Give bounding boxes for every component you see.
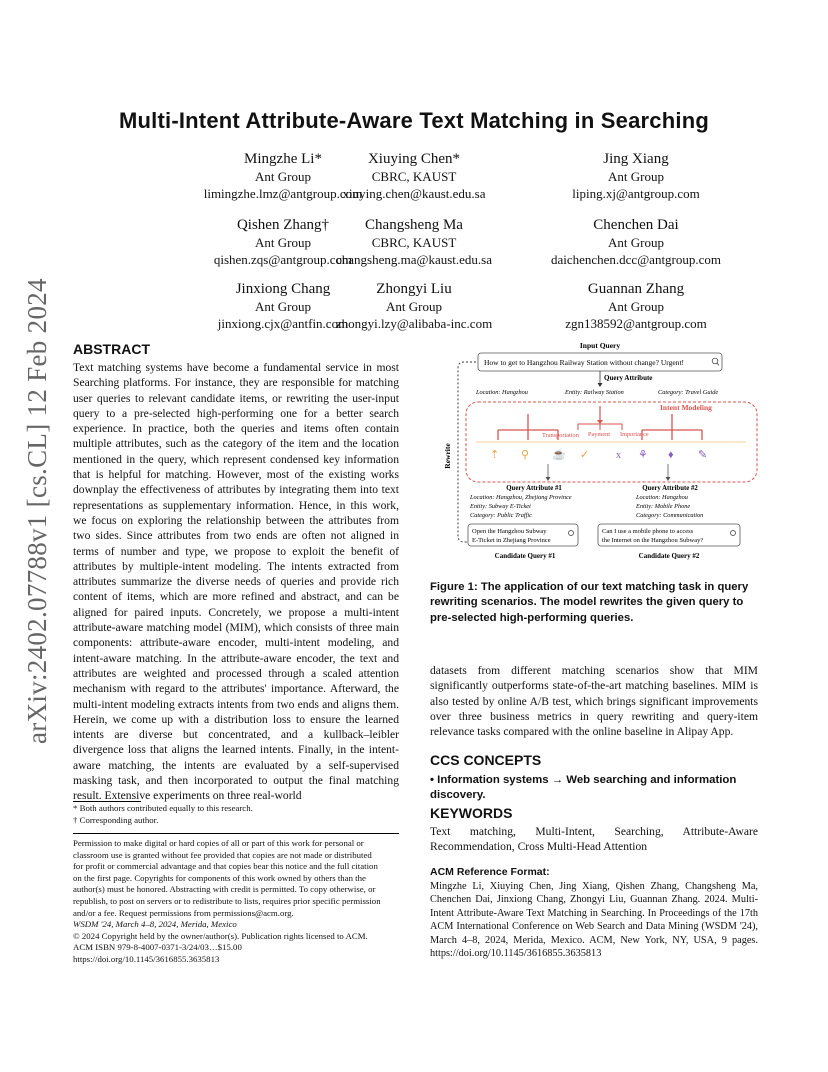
fig-icon-6: ⚘ bbox=[638, 449, 648, 461]
author-affiliation: CBRC, KAUST bbox=[371, 235, 457, 250]
permission-line: and/or a fee. Request permissions from permissions@acm.org. bbox=[73, 907, 294, 918]
fig-intent-transportation: Transportation bbox=[542, 432, 579, 439]
author-affiliation: Ant Group bbox=[255, 169, 311, 184]
author-name: Jing Xiang bbox=[603, 151, 669, 167]
fig-cand2-line-2: the Internet on the Hangzhou Subway? bbox=[602, 537, 704, 544]
abstract-continued: datasets from different matching scenarios show that MIM significantly outperforms state-of-the-art matching baselines. MIM is also tested by online A/B test, which brings significant improvements over three business metrics in query rewriting and query-item relevance tasks compared with the online baseline in Alipay App. bbox=[430, 664, 758, 739]
permission-line: classroom use is granted without fee provided that copies are not made or distributed bbox=[73, 849, 372, 860]
fig-cand2-label: Candidate Query #2 bbox=[638, 552, 700, 560]
reference-text: Mingzhe Li, Xiuying Chen, Jing Xiang, Qishen Zhang, Changsheng Ma, Chenchen Dai, Jinxiong Chang, Zhongyi Liu, Guannan Zhang. 2024. Multi-Intent Attribute-Aware Text Matching in Searching. In Proceedings of the 17th ACM International Conference on Web Search and Data Mining (WSDM '24), March 4–8, 2024, Merida, Mexico. ACM, New York, NY, USA, 9 pages. https://doi.org/10.1145/3616855.3635813 bbox=[430, 881, 758, 960]
fig-icon-3: ☕ bbox=[552, 449, 566, 461]
fig-icon-1: ⇡ bbox=[490, 449, 500, 461]
fig-qa2-line-3: Category: Communication bbox=[636, 512, 704, 519]
author-email: limingzhe.lmz@antgroup.com bbox=[203, 186, 363, 201]
keywords-heading: KEYWORDS bbox=[430, 805, 513, 821]
author-name: Qishen Zhang† bbox=[236, 217, 330, 233]
author-email: xiuying.chen@kaust.edu.sa bbox=[342, 186, 486, 201]
fig-cand1-line-1: Open the Hangzhou Subway bbox=[472, 528, 547, 535]
author-6 bbox=[506, 217, 766, 268]
permission-line: author(s) must be honored. Abstracting with credit is permitted. To copy otherwise, or bbox=[73, 884, 376, 895]
fig-intent-modeling-label: Intent Modeling bbox=[660, 403, 712, 412]
author-affiliation: Ant Group bbox=[255, 299, 311, 314]
fig-qa1-title: Query Attribute #1 bbox=[506, 485, 562, 492]
permission-line: Permission to make digital or hard copies of all or part of this work for personal or bbox=[73, 838, 364, 848]
fig-attr-category: Category: Travel Guide bbox=[658, 389, 719, 396]
permission-line: https://doi.org/10.1145/3616855.3635813 bbox=[73, 953, 220, 964]
footnote-corresponding: † Corresponding author. bbox=[73, 815, 159, 825]
footnote-equal: * Both authors contributed equally to this research. bbox=[73, 803, 253, 813]
fig-qa2-title: Query Attribute #2 bbox=[642, 485, 698, 492]
fig-cand1-line-2: E-Ticket in Zhejiang Province bbox=[472, 537, 551, 544]
fig-attr-location: Location: Hangzhou bbox=[476, 389, 528, 396]
author-email: zgn138592@antgroup.com bbox=[565, 316, 707, 331]
permission-line: © 2024 Copyright held by the owner/author(s). Publication rights licensed to ACM. bbox=[73, 930, 368, 941]
abstract-heading: ABSTRACT bbox=[73, 341, 150, 357]
permission-line: on the first page. Copyrights for components of this work owned by others than the bbox=[73, 872, 366, 883]
author-email: changsheng.ma@kaust.edu.sa bbox=[335, 252, 492, 267]
author-affiliation: Ant Group bbox=[386, 299, 442, 314]
fig-cand1-label: Candidate Query #1 bbox=[494, 552, 556, 560]
keywords-text: Text matching, Multi-Intent, Searching, Attribute-Aware Recommendation, Cross Multi-Head Attention bbox=[430, 825, 758, 854]
reference-heading: ACM Reference Format: bbox=[430, 866, 550, 878]
author-affiliation: CBRC, KAUST bbox=[371, 169, 457, 184]
author-3 bbox=[506, 151, 766, 202]
arxiv-identifier: arXiv:2402.07788v1 [cs.CL] 12 Feb 2024 bbox=[22, 278, 52, 744]
author-name: Xiuying Chen* bbox=[367, 151, 461, 167]
figure-1 bbox=[428, 338, 764, 566]
author-2 bbox=[284, 151, 544, 202]
author-email: zhongyi.lzy@alibaba-inc.com bbox=[335, 316, 493, 331]
ccs-text: • Information systems → Web searching and information discovery. bbox=[430, 774, 737, 801]
fig-qa2-line-2: Entity: Mobile Phone bbox=[636, 503, 691, 510]
fig-intent-payment: Payment bbox=[588, 431, 611, 438]
author-affiliation: Ant Group bbox=[608, 169, 664, 184]
figure-caption: Figure 1: The application of our text matching task in query rewriting scenarios. The model rewrites the given query to pre-selected high-performing queries. bbox=[430, 581, 749, 624]
permission-line: ACM ISBN 979-8-4007-0371-3/24/03…$15.00 bbox=[73, 942, 242, 953]
fig-input-query-label: Input Query bbox=[579, 341, 621, 350]
author-email: liping.xj@antgroup.com bbox=[572, 186, 700, 201]
author-8 bbox=[284, 281, 544, 332]
author-name: Chenchen Dai bbox=[593, 217, 679, 233]
permission-line: republish, to post on servers or to redistribute to lists, requires prior specific permission bbox=[73, 895, 381, 906]
author-email: jinxiong.cjx@antfin.com bbox=[217, 316, 349, 331]
author-name: Guannan Zhang bbox=[587, 281, 685, 297]
fig-cand2-line-1: Can I use a mobile phone to access bbox=[602, 528, 694, 535]
author-5 bbox=[284, 217, 544, 268]
fig-icon-7: ♦ bbox=[668, 449, 674, 461]
fig-query-text: How to get to Hangzhou Railway Station without change? Urgent! bbox=[484, 358, 685, 367]
author-email: daichenchen.dcc@antgroup.com bbox=[550, 252, 722, 267]
permission-block bbox=[73, 838, 403, 966]
fig-intent-importance: Importance bbox=[620, 431, 649, 438]
fig-qa2-line-1: Location: Hangzhou bbox=[636, 494, 688, 501]
fig-attr-entity: Entity: Railway Station bbox=[565, 389, 624, 396]
author-affiliation: Ant Group bbox=[608, 299, 664, 314]
footnote-rule bbox=[73, 801, 141, 802]
author-affiliation: Ant Group bbox=[255, 235, 311, 250]
author-name: Jinxiong Chang bbox=[235, 281, 331, 297]
fig-query-attribute-label: Query Attribute bbox=[604, 374, 653, 382]
permission-line: for profit or commercial advantage and that copies bear this notice and the full citation bbox=[73, 861, 378, 872]
fig-icon-5: x bbox=[616, 450, 621, 461]
author-affiliation: Ant Group bbox=[608, 235, 664, 250]
fig-qa1-line-2: Entity: Subway E-Ticket bbox=[470, 503, 531, 510]
ccs-heading: CCS CONCEPTS bbox=[430, 752, 542, 768]
author-name: Zhongyi Liu bbox=[376, 281, 452, 297]
author-email: qishen.zqs@antgroup.com bbox=[213, 252, 353, 267]
fig-icon-4: ✓ bbox=[580, 449, 590, 461]
fig-qa1-line-1: Location: Hangzhou, Zhejiang Province bbox=[470, 494, 572, 501]
author-9 bbox=[506, 281, 766, 332]
permission-rule bbox=[73, 833, 399, 834]
fig-rewrite-label: Rewrite bbox=[443, 443, 452, 469]
paper-title: Multi-Intent Attribute-Aware Text Matching in Searching bbox=[119, 108, 709, 133]
permission-line: WSDM '24, March 4–8, 2024, Merida, Mexico bbox=[73, 919, 237, 930]
fig-icon-8: ✎ bbox=[698, 449, 708, 461]
fig-qa1-line-3: Category: Public Traffic bbox=[470, 512, 532, 519]
author-name: Mingzhe Li* bbox=[244, 151, 322, 167]
author-name: Changsheng Ma bbox=[365, 217, 463, 233]
fig-icon-2: ⚲ bbox=[521, 449, 530, 461]
abstract-text: Text matching systems have become a fundamental service in most Searching platforms. For instance, they are responsible for matching user queries to relevant candidate items, or rewriting the user-input query to a pre-selected high-performing one for a better search experience. In practice, both the queries and items often contain multiple attributes, such as the category of the item and the location mentioned in the query, which represent condensed key information that is helpful for matching. However, most of the existing works downplay the effectiveness of attributes by integrating them into text representations as supplementary information. Hence, in this work, we focus on exploring the relationship between the attributes from two sides. Since attributes from two ends are often not aligned in terms of number and type, we propose to exploit the benefit of attributes by multiple-intent modeling. The intents extracted from attributes summarize the diverse needs of queries and provide rich content of items, which are more refined and abstract, and can be aligned for paired inputs. Concretely, we propose a multi-intent attribute-aware matching model (MIM), which consists of three main components: attribute-aware encoder, multi-intent modeling, and intent-aware matching. In the attribute-aware encoder, the text and attributes are weighted and processed through a scaled attention mechanism with regard to the attributes' importance. Afterward, the multi-intent modeling extracts intents from two ends and aligns them. Herein, we come up with a distribution loss to ensure the learned intents are diverse but concentrated, and a kullback–leibler divergence loss that aligns the learned intents. Finally, in the intent-aware matching, the intents are evaluated by a self-supervised masking task, and then incorporated to output the final matching result. Extensive experiments on three real-world bbox=[73, 361, 399, 803]
